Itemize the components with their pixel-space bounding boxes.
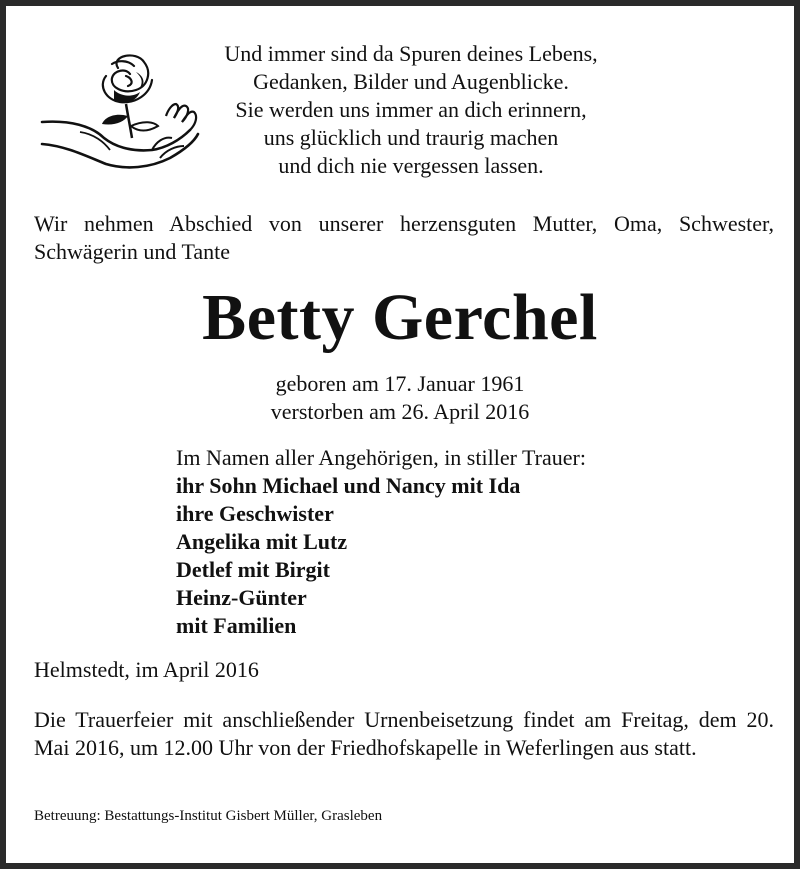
poem-line: Und immer sind da Spuren deines Lebens, [224, 41, 598, 66]
obituary-notice [6, 6, 794, 863]
poem-line: Gedanken, Bilder und Augenblicke. [253, 69, 569, 94]
deceased-name: Betty Gerchel [202, 281, 598, 354]
mourners-intro: Im Namen aller Angehörigen, in stiller Trauer: [176, 445, 586, 470]
hands-holding-rose-icon [40, 46, 200, 174]
poem-line: und dich nie vergessen lassen. [278, 153, 544, 178]
poem-line: uns glücklich und traurig machen [263, 125, 559, 150]
death-date: verstorben am 26. April 2016 [270, 399, 530, 424]
poem-line: Sie werden uns immer an dich erinnern, [235, 97, 587, 122]
mourner-line: Angelika mit Lutz [176, 529, 348, 554]
life-dates [6, 370, 794, 426]
poem [196, 40, 626, 180]
mourner-line: Detlef mit Birgit [176, 557, 330, 582]
mourner-line: ihr Sohn Michael und Nancy mit Ida [176, 473, 521, 498]
mourners-list [176, 444, 676, 640]
mourner-line: Heinz-Günter [176, 585, 307, 610]
funeral-service-info: Die Trauerfeier mit anschließender Urnenbeisetzung findet am Freitag, dem 20. Mai 2016, um 12.00 Uhr von der Friedhofskapelle in Weferlingen aus statt. [34, 707, 774, 760]
funeral-home-credit: Betreuung: Bestattungs-Institut Gisbert Müller, Grasleben [34, 808, 383, 824]
mourner-line: ihre Geschwister [176, 501, 334, 526]
birth-date: geboren am 17. Januar 1961 [275, 371, 525, 396]
farewell-intro: Wir nehmen Abschied von unserer herzensguten Mutter, Oma, Schwester, Schwägerin und Tante [34, 211, 774, 264]
mourner-line: mit Familien [176, 613, 297, 638]
place-date: Helmstedt, im April 2016 [34, 657, 259, 682]
